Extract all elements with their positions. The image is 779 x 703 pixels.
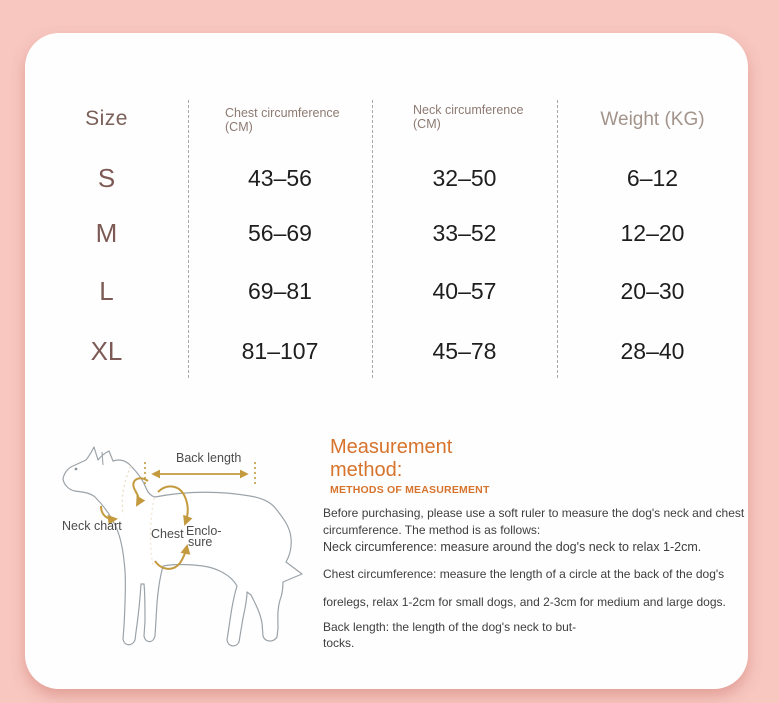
measurement-title-line2: method: (330, 459, 403, 481)
measurement-paragraph-intro: Before purchasing, please use a soft ruler to measure the dog's neck and chest circumference. The method is as follows: (323, 506, 745, 537)
weight-cell: 12–20 (620, 220, 685, 246)
chest-header-line2: (CM) (225, 120, 253, 134)
dog-eye (75, 468, 78, 471)
enclosure-label-line2: sure (188, 535, 213, 549)
dog-diagram-svg (45, 435, 325, 685)
table-row-s (25, 151, 748, 206)
back-length-label: Back length (176, 451, 242, 465)
weight-cell: 28–40 (620, 338, 685, 364)
measurement-paragraph-back-length (323, 619, 751, 651)
table-row-xl (25, 324, 748, 379)
weight-cell: 6–12 (626, 165, 679, 191)
measurement-method-subtitle: METHODS OF MEASUREMENT (330, 484, 490, 496)
enclosure-label-line1: Enclo- (186, 524, 222, 538)
chest-cell: 69–81 (248, 278, 312, 304)
measurement-paragraph-chest-1: Chest circumference: measure the length of a circle at the back of the dog's (323, 567, 725, 581)
neck-cell: 32–50 (432, 165, 497, 191)
size-cell: S (97, 163, 116, 193)
chest-cell: 81–107 (241, 338, 319, 364)
size-column-header: Size (85, 107, 128, 130)
neck-cell: 45–78 (432, 338, 497, 364)
table-row-l (25, 264, 748, 319)
neck-column-header (413, 103, 523, 131)
chest-column-header (225, 106, 340, 134)
chest-cell: 43–56 (248, 165, 312, 191)
measurement-method-title (330, 436, 452, 482)
chest-header-line1: Chest circumference (225, 106, 340, 120)
measurement-title-line1: Measurement (330, 436, 453, 458)
dog-outline (63, 447, 302, 646)
dog-measurement-diagram (45, 435, 325, 685)
table-row-m (25, 206, 748, 261)
chest-cell: 56–69 (248, 220, 312, 246)
content-card (25, 33, 748, 689)
neck-chart-label: Neck chart (62, 519, 122, 533)
back-length-text-line2: tocks. (323, 636, 355, 650)
back-length-text-line1: Back length: the length of the dog's neck to but- (323, 620, 577, 634)
neck-cell: 40–57 (432, 278, 497, 304)
measurement-paragraph-chest-2: forelegs, relax 1-2cm for small dogs, and 2-3cm for medium and large dogs. (323, 595, 726, 609)
size-cell: M (95, 218, 118, 248)
neck-header-line2: (CM) (413, 117, 441, 131)
chest-label: Chest (151, 527, 184, 541)
measurement-paragraph-neck: Neck circumference: measure around the dog's neck to relax 1-2cm. (323, 540, 702, 554)
weight-column-header: Weight (KG) (600, 109, 705, 130)
neck-header-line1: Neck circumference (413, 103, 524, 117)
size-cell: L (99, 276, 114, 306)
neck-cell: 33–52 (432, 220, 497, 246)
weight-cell: 20–30 (620, 278, 685, 304)
size-cell: XL (90, 336, 123, 366)
